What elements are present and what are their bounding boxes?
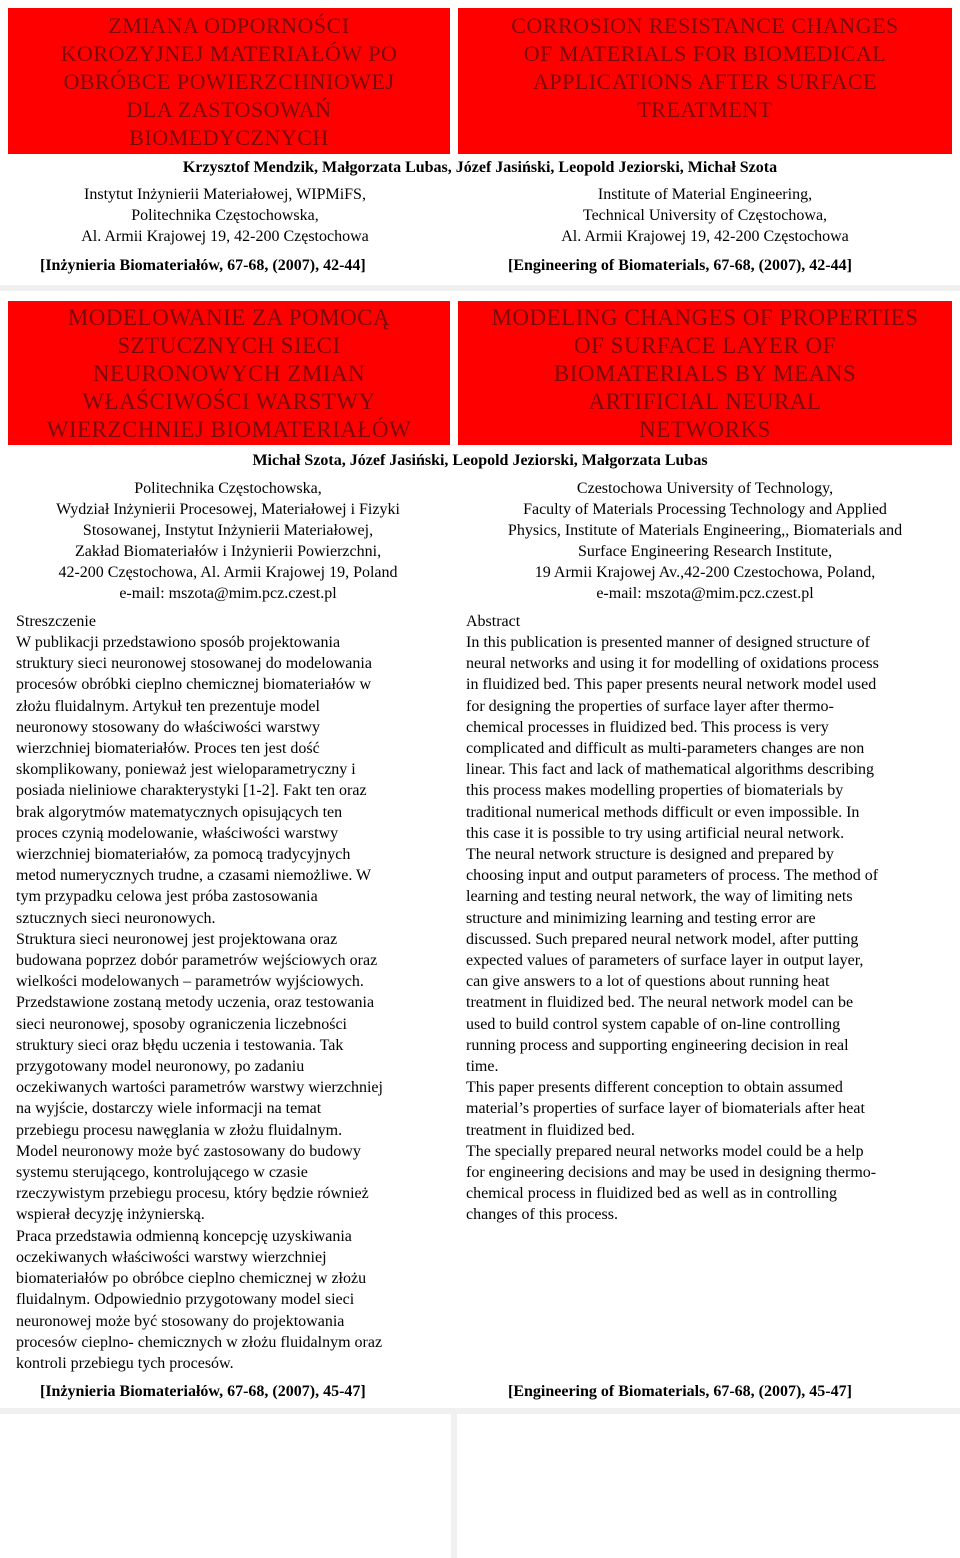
- email-link[interactable]: e-mail: mszota@mim.pcz.czest.pl: [119, 585, 337, 602]
- affil-line: Politechnika Częstochowska,: [134, 480, 322, 497]
- title-line: SZTUCZNYCH SIECI: [117, 333, 341, 358]
- abstract-pl-body: [16, 632, 446, 1374]
- article1-citation-pl: [Inżynieria Biomateriałów, 67-68, (2007), 42-44]: [40, 257, 366, 274]
- affil-line: 42-200 Częstochowa, Al. Armii Krajowej 19, Poland: [58, 564, 398, 581]
- abstract-en-heading: Abstract: [466, 613, 521, 630]
- abstract-line: in fluidized bed. This paper presents neural network model used: [466, 676, 877, 694]
- article1-affiliation-en: [490, 184, 920, 247]
- title-line: TREATMENT: [637, 97, 773, 122]
- abstract-en-body: [466, 632, 950, 1226]
- email-link[interactable]: e-mail: mszota@mim.pcz.czest.pl: [596, 585, 814, 602]
- title-line: OF MATERIALS FOR BIOMEDICAL: [523, 41, 887, 66]
- abstract-line: expected values of parameters of surface layer in output layer,: [466, 952, 864, 970]
- article2-affiliation-pl: [8, 478, 448, 604]
- title-line: OF SURFACE LAYER OF: [574, 333, 836, 358]
- abstract-line: used to build control system capable of on-line controlling: [466, 1015, 841, 1033]
- affil-line: Politechnika Częstochowska,: [131, 207, 319, 224]
- abstract-line: neuronowy stosowany do właściwości warstwy: [16, 718, 320, 736]
- affil-line: Physics, Institute of Materials Engineering,, Biomaterials and: [507, 522, 903, 539]
- article1-citation-en: [Engineering of Biomaterials, 67-68, (2007), 42-44]: [508, 257, 852, 274]
- abstract-line: this case it is possible to try using artificial neural network.: [466, 824, 845, 842]
- abstract-line: wierzchniej biomateriałów, za pomocą tradycyjnych: [16, 846, 351, 864]
- affil-line: Faculty of Materials Processing Technology and Applied: [523, 501, 887, 518]
- abstract-line: Przedstawione zostaną metody uczenia, oraz testowania: [16, 994, 375, 1012]
- abstract-line: przygotowany model neuronowy, po zadaniu: [16, 1058, 305, 1076]
- abstract-line: This paper presents different conception to obtain assumed: [466, 1079, 843, 1097]
- column-divider: [451, 1412, 457, 1558]
- title-line: NETWORKS: [639, 417, 771, 442]
- abstract-line: traditional numerical methods difficult or even impossible. In: [466, 803, 860, 821]
- abstract-line: W publikacji przedstawiono sposób projektowania: [16, 634, 341, 651]
- article1-title-en: [458, 8, 952, 154]
- affil-line: 19 Armii Krajowej Av.,42-200 Czestochowa, Poland,: [534, 564, 876, 581]
- abstract-line: metod numerycznych trudne, a czasami niemożliwe. W: [16, 867, 372, 885]
- affil-line: Zakład Biomateriałów i Inżynierii Powierzchni,: [74, 543, 382, 560]
- affil-line: Stosowanej, Instytut Inżynierii Materiałowej,: [82, 522, 374, 539]
- abstract-line: fluidalnym. Odpowiednio przygotowany model sieci: [16, 1291, 355, 1309]
- article2-citation-en: [Engineering of Biomaterials, 67-68, (2007), 45-47]: [508, 1383, 852, 1400]
- abstract-line: treatment in fluidized bed.: [466, 1121, 635, 1139]
- abstract-line: structure and minimizing learning and testing error are: [466, 909, 816, 927]
- abstract-line: Model neuronowy może być zastosowany do budowy: [16, 1142, 361, 1160]
- abstract-en: [466, 611, 950, 1226]
- abstract-line: Praca przedstawia odmienną koncepcję uzyskiwania: [16, 1227, 352, 1245]
- abstract-line: wielkości modelowanych – parametrów wyjściowych.: [16, 973, 364, 991]
- title-line: BIOMEDYCZNYCH: [129, 125, 329, 150]
- abstract-line: choosing input and output parameters of process. The method of: [466, 867, 879, 885]
- abstract-line: Struktura sieci neuronowej jest projektowana oraz: [16, 930, 338, 948]
- abstract-line: skomplikowany, ponieważ jest wieloparametryczny i: [16, 761, 356, 779]
- title-line: BIOMATERIALS BY MEANS: [553, 361, 857, 386]
- abstract-line: can give answers to a lot of questions about running heat: [466, 973, 830, 991]
- abstract-line: sztucznych sieci neuronowych.: [16, 909, 216, 927]
- abstract-line: złożu fluidalnym. Artykuł ten prezentuje model: [16, 697, 320, 715]
- abstract-line: discussed. Such prepared neural network model, after putting: [466, 930, 859, 948]
- article2-affiliation-en: [462, 478, 948, 604]
- abstract-line: wierzchniej biomateriałów. Proces ten jest dość: [16, 740, 320, 758]
- affil-line: Technical University of Częstochowa,: [582, 207, 828, 224]
- affil-line: Institute of Material Engineering,: [597, 186, 813, 203]
- abstract-pl: [16, 611, 446, 1374]
- abstract-line: treatment in fluidized bed. The neural network model can be: [466, 994, 854, 1012]
- title-line: ARTIFICIAL NEURAL: [588, 389, 822, 414]
- abstract-line: oczekiwanych właściwości warstwy wierzchniej: [16, 1248, 327, 1266]
- abstract-line: brak algorytmów matematycznych opisujących ten: [16, 803, 343, 821]
- title-line: WŁAŚCIWOŚCI WARSTWY: [82, 389, 376, 414]
- title-line: MODELING CHANGES OF PROPERTIES: [491, 305, 919, 330]
- abstract-line: proces czynią modelowanie, właściwości warstwy: [16, 824, 339, 842]
- abstract-line: sieci neuronowej, sposoby ograniczenia liczebności: [16, 1015, 347, 1033]
- title-line: APPLICATIONS AFTER SURFACE: [533, 69, 877, 94]
- article1-affiliation-pl: [20, 184, 430, 247]
- article1-title-pl: [8, 8, 450, 154]
- abstract-line: changes of this process.: [466, 1206, 618, 1224]
- abstract-line: for designing the properties of surface layer after thermo-: [466, 697, 834, 715]
- title-line: ZMIANA ODPORNOŚCI: [108, 13, 350, 38]
- abstract-line: na wyjście, dostarczy wiele informacji na temat: [16, 1100, 322, 1118]
- title-line: OBRÓBCE POWIERZCHNIOWEJ: [63, 69, 395, 94]
- abstract-line: In this publication is presented manner of designed structure of: [466, 634, 870, 651]
- abstract-line: procesów cieplno- chemicznych w złożu fluidalnym oraz: [16, 1333, 383, 1351]
- abstract-line: systemu sterującego, kontrolującego w czasie: [16, 1164, 308, 1182]
- abstract-line: oczekiwanych wartości parametrów warstwy wierzchniej: [16, 1079, 383, 1097]
- title-line: CORROSION RESISTANCE CHANGES: [511, 13, 899, 38]
- abstract-line: neuronowej może być stosowany do projektowania: [16, 1312, 345, 1330]
- abstract-line: material’s properties of surface layer of biomaterials after heat: [466, 1100, 865, 1118]
- affil-line: Wydział Inżynierii Procesowej, Materiałowej i Fizyki: [56, 501, 400, 518]
- abstract-pl-heading: Streszczenie: [16, 613, 96, 630]
- abstract-line: this process makes modelling properties of biomaterials by: [466, 782, 844, 800]
- affil-line: Surface Engineering Research Institute,: [577, 543, 833, 560]
- abstract-line: learning and testing neural network, the way of limiting nets: [466, 888, 853, 906]
- abstract-line: tym przypadku celowa jest próba zastosowania: [16, 888, 318, 906]
- section-divider: [0, 1408, 960, 1414]
- abstract-line: The neural network structure is designed and prepared by: [466, 846, 834, 864]
- abstract-line: posiada nieliniowe charakterystyki [1-2]. Fakt ten oraz: [16, 782, 367, 800]
- title-line: NEURONOWYCH ZMIAN: [92, 361, 366, 386]
- article2-title-en: [458, 301, 952, 445]
- title-line: MODELOWANIE ZA POMOCĄ: [67, 305, 391, 330]
- abstract-line: biomateriałów po obróbce cieplno chemicznej w złożu: [16, 1270, 367, 1288]
- abstract-line: linear. This fact and lack of mathematical algorithms describing: [466, 761, 875, 779]
- affil-line: Instytut Inżynierii Materiałowej, WIPMiFS,: [84, 186, 366, 203]
- section-divider: [0, 285, 960, 291]
- abstract-line: for engineering decisions and may be used in designing thermo-: [466, 1164, 877, 1182]
- abstract-line: przebiegu procesu nawęglania w złożu fluidalnym.: [16, 1121, 343, 1139]
- abstract-line: chemical process in fluidized bed as well as in controlling: [466, 1185, 837, 1203]
- article2-citation-pl: [Inżynieria Biomateriałów, 67-68, (2007), 45-47]: [40, 1383, 366, 1400]
- affil-line: Czestochowa University of Technology,: [576, 480, 834, 497]
- article2-authors: Michał Szota, Józef Jasiński, Leopold Jeziorski, Małgorzata Lubas: [252, 452, 708, 469]
- abstract-line: The specially prepared neural networks model could be a help: [466, 1142, 864, 1160]
- article1-authors: Krzysztof Mendzik, Małgorzata Lubas, Józef Jasiński, Leopold Jeziorski, Michał Szota: [182, 159, 778, 176]
- affil-line: Al. Armii Krajowej 19, 42-200 Częstochowa: [561, 228, 849, 245]
- abstract-line: complicated and difficult as multi-parameters changes are non: [466, 740, 865, 758]
- affil-line: Al. Armii Krajowej 19, 42-200 Częstochowa: [81, 228, 369, 245]
- title-line: KOROZYJNEJ MATERIAŁÓW PO: [60, 41, 398, 66]
- abstract-line: procesów obróbki cieplno chemicznej biomateriałów w: [16, 676, 371, 694]
- abstract-line: struktury sieci neuronowej stosowanej do modelowania: [16, 655, 372, 673]
- abstract-line: budowana poprzez dobór parametrów wejściowych oraz: [16, 952, 378, 970]
- abstract-line: struktury sieci oraz błędu uczenia i testowania. Tak: [16, 1036, 344, 1054]
- abstract-line: rzeczywistym przebiegu procesu, który będzie również: [16, 1185, 369, 1203]
- abstract-line: time.: [466, 1058, 499, 1076]
- abstract-line: wspierał decyzję inżynierską.: [16, 1206, 205, 1224]
- abstract-line: neural networks and using it for modelling of oxidations process: [466, 655, 879, 673]
- article2-title-pl: [8, 301, 450, 445]
- abstract-line: running process and supporting engineering decision in real: [466, 1036, 849, 1054]
- title-line: WIERZCHNIEJ BIOMATERIAŁÓW: [46, 417, 412, 442]
- abstract-line: kontroli przebiegu tych procesów.: [16, 1354, 234, 1372]
- abstract-line: chemical processes in fluidized bed. This process is very: [466, 718, 829, 736]
- title-line: DLA ZASTOSOWAŃ: [126, 97, 332, 122]
